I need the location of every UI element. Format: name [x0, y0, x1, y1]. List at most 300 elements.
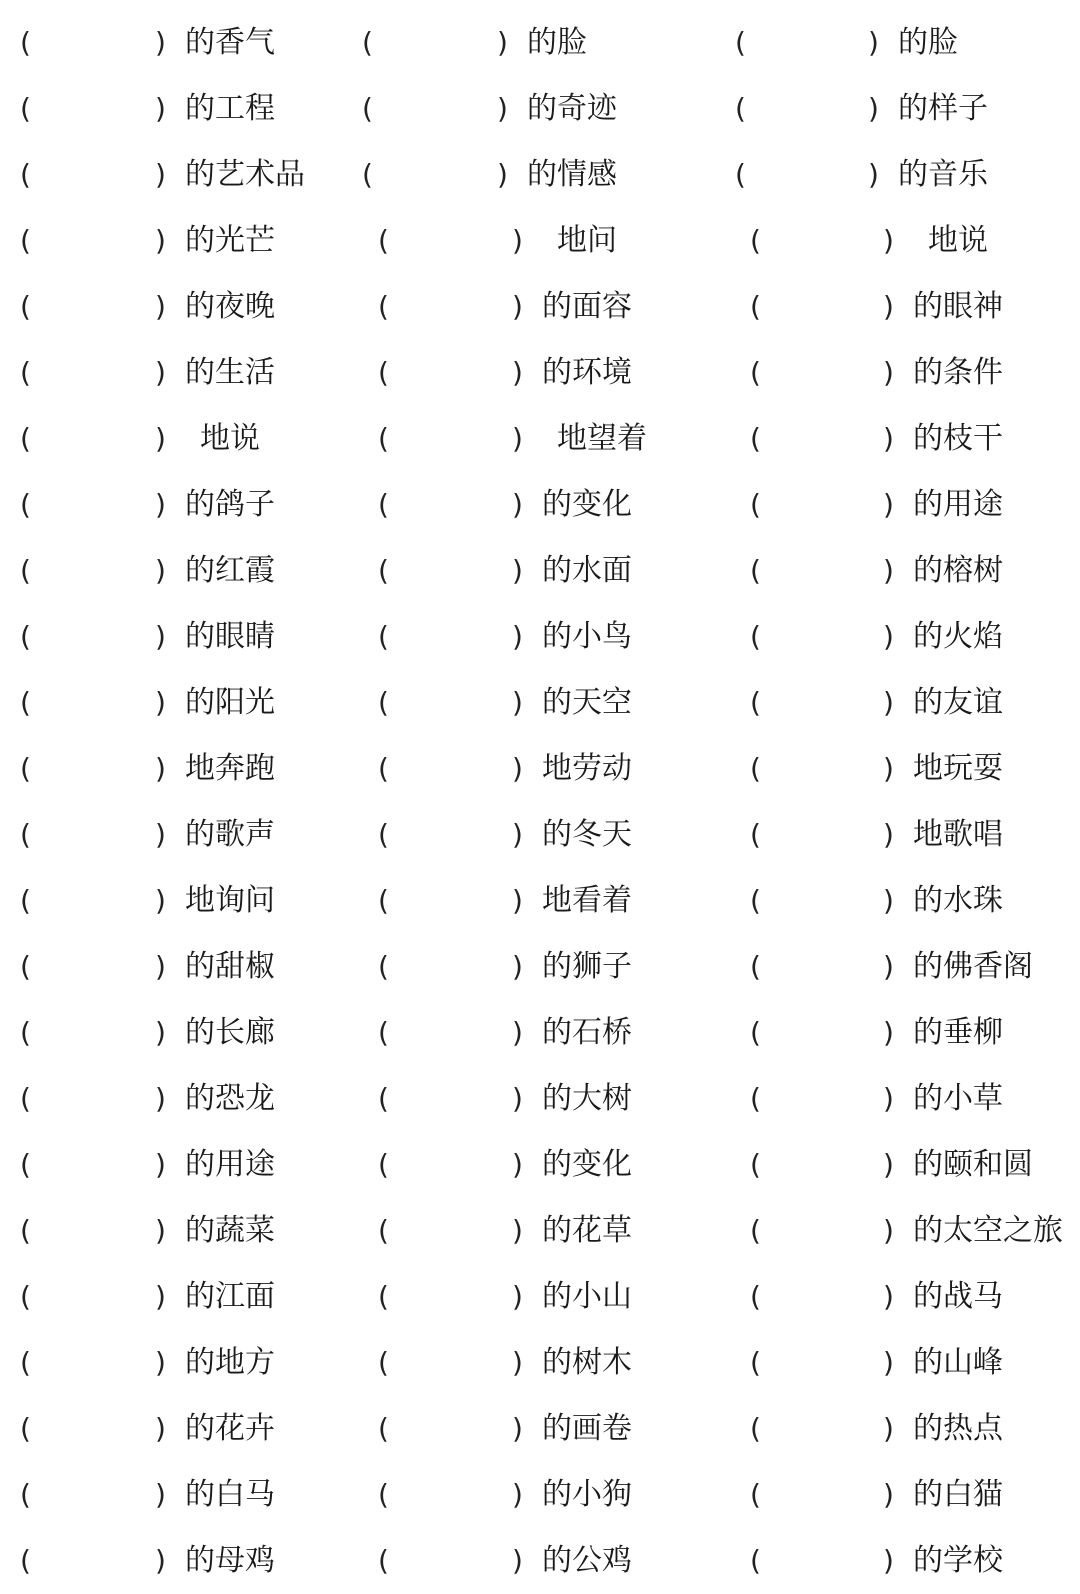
phrase-word: 的水面	[542, 553, 632, 588]
answer-blank[interactable]	[392, 604, 508, 670]
answer-blank[interactable]	[764, 1132, 879, 1198]
answer-blank[interactable]	[34, 10, 151, 76]
open-bracket: (	[20, 92, 31, 125]
open-bracket: (	[378, 1082, 389, 1115]
phrase-word: 的山峰	[913, 1345, 1003, 1380]
phrase-word: 的白马	[185, 1477, 275, 1512]
worksheet-row	[0, 736, 1080, 802]
close-bracket: )	[883, 1082, 894, 1115]
open-bracket: (	[750, 1016, 761, 1049]
open-bracket: (	[20, 752, 31, 785]
close-bracket: )	[497, 92, 508, 125]
answer-blank[interactable]	[749, 142, 864, 208]
close-bracket: )	[155, 884, 166, 917]
close-bracket: )	[512, 224, 523, 257]
close-bracket: )	[512, 1346, 523, 1379]
close-bracket: )	[883, 1016, 894, 1049]
open-bracket: (	[750, 290, 761, 323]
close-bracket: )	[512, 290, 523, 323]
phrase-word: 地看着	[542, 883, 632, 918]
answer-blank[interactable]	[34, 142, 151, 208]
phrase-word: 的甜椒	[185, 949, 275, 984]
phrase-word: 的小狗	[542, 1477, 632, 1512]
answer-blank[interactable]	[764, 1000, 879, 1066]
open-bracket: (	[750, 488, 761, 521]
open-bracket: (	[378, 1412, 389, 1445]
open-bracket: (	[20, 224, 31, 257]
phrase-word: 的战马	[913, 1279, 1003, 1314]
open-bracket: (	[378, 752, 389, 785]
answer-blank[interactable]	[764, 604, 879, 670]
close-bracket: )	[868, 92, 879, 125]
phrase-word: 的工程	[185, 91, 275, 126]
answer-blank[interactable]	[764, 1528, 879, 1594]
answer-blank[interactable]	[392, 1198, 508, 1264]
phrase-word: 的树木	[542, 1345, 632, 1380]
phrase-word: 的小山	[542, 1279, 632, 1314]
phrase-word: 的火焰	[913, 619, 1003, 654]
open-bracket: (	[20, 1082, 31, 1115]
phrase-word: 的大树	[542, 1081, 632, 1116]
answer-blank[interactable]	[392, 472, 508, 538]
open-bracket: (	[750, 884, 761, 917]
answer-blank[interactable]	[764, 472, 879, 538]
answer-blank[interactable]	[749, 10, 864, 76]
open-bracket: (	[750, 1544, 761, 1577]
answer-blank[interactable]	[34, 340, 151, 406]
close-bracket: )	[883, 884, 894, 917]
worksheet-row	[0, 406, 1080, 472]
answer-blank[interactable]	[392, 208, 508, 274]
phrase-word: 地劳动	[542, 751, 632, 786]
close-bracket: )	[512, 1412, 523, 1445]
open-bracket: (	[750, 1082, 761, 1115]
worksheet-row	[0, 670, 1080, 736]
open-bracket: (	[750, 686, 761, 719]
worksheet-row	[0, 472, 1080, 538]
phrase-word: 的样子	[898, 91, 988, 126]
open-bracket: (	[735, 26, 746, 59]
answer-blank[interactable]	[34, 736, 151, 802]
answer-blank[interactable]	[34, 1528, 151, 1594]
open-bracket: (	[750, 950, 761, 983]
phrase-word: 的生活	[185, 355, 275, 390]
answer-blank[interactable]	[34, 604, 151, 670]
open-bracket: (	[20, 356, 31, 389]
phrase-word: 地玩耍	[913, 751, 1003, 786]
worksheet-row	[0, 538, 1080, 604]
close-bracket: )	[512, 356, 523, 389]
answer-blank[interactable]	[34, 1198, 151, 1264]
answer-blank[interactable]	[34, 1000, 151, 1066]
answer-blank[interactable]	[392, 868, 508, 934]
open-bracket: (	[378, 290, 389, 323]
close-bracket: )	[155, 1346, 166, 1379]
answer-blank[interactable]	[764, 1066, 879, 1132]
phrase-word: 的环境	[542, 355, 632, 390]
phrase-word: 的面容	[542, 289, 632, 324]
close-bracket: )	[155, 620, 166, 653]
phrase-word: 地歌唱	[913, 817, 1003, 852]
phrase-word: 的用途	[913, 487, 1003, 522]
close-bracket: )	[512, 488, 523, 521]
close-bracket: )	[155, 422, 166, 455]
phrase-word: 的香气	[185, 25, 275, 60]
worksheet-row	[0, 604, 1080, 670]
close-bracket: )	[883, 224, 894, 257]
close-bracket: )	[883, 422, 894, 455]
open-bracket: (	[378, 356, 389, 389]
phrase-word: 的太空之旅	[913, 1213, 1063, 1248]
answer-blank[interactable]	[764, 934, 879, 1000]
open-bracket: (	[20, 884, 31, 917]
open-bracket: (	[750, 554, 761, 587]
close-bracket: )	[155, 686, 166, 719]
phrase-word: 的画卷	[542, 1411, 632, 1446]
open-bracket: (	[378, 1544, 389, 1577]
open-bracket: (	[750, 1280, 761, 1313]
phrase-word: 的热点	[913, 1411, 1003, 1446]
close-bracket: )	[155, 752, 166, 785]
phrase-word: 的母鸡	[185, 1543, 275, 1578]
answer-blank[interactable]	[392, 1330, 508, 1396]
open-bracket: (	[362, 158, 373, 191]
phrase-word: 的石桥	[542, 1015, 632, 1050]
worksheet-row	[0, 1066, 1080, 1132]
worksheet-row	[0, 1462, 1080, 1528]
close-bracket: )	[512, 620, 523, 653]
close-bracket: )	[883, 818, 894, 851]
answer-blank[interactable]	[392, 1066, 508, 1132]
answer-blank[interactable]	[392, 1132, 508, 1198]
answer-blank[interactable]	[392, 406, 508, 472]
answer-blank[interactable]	[34, 1066, 151, 1132]
phrase-word: 的艺术品	[185, 157, 305, 192]
close-bracket: )	[155, 1280, 166, 1313]
answer-blank[interactable]	[34, 1264, 151, 1330]
worksheet-row	[0, 208, 1080, 274]
answer-blank[interactable]	[392, 340, 508, 406]
open-bracket: (	[750, 1346, 761, 1379]
open-bracket: (	[20, 488, 31, 521]
open-bracket: (	[362, 92, 373, 125]
answer-blank[interactable]	[764, 406, 879, 472]
phrase-word: 的长廊	[185, 1015, 275, 1050]
open-bracket: (	[750, 1478, 761, 1511]
phrase-word: 的脸	[898, 25, 958, 60]
phrase-word: 的红霞	[185, 553, 275, 588]
open-bracket: (	[378, 1016, 389, 1049]
open-bracket: (	[378, 1478, 389, 1511]
close-bracket: )	[155, 1148, 166, 1181]
close-bracket: )	[883, 356, 894, 389]
answer-blank[interactable]	[764, 670, 879, 736]
phrase-word: 的光芒	[185, 223, 275, 258]
open-bracket: (	[378, 818, 389, 851]
answer-blank[interactable]	[34, 1132, 151, 1198]
phrase-word: 地说	[928, 223, 988, 258]
close-bracket: )	[155, 1478, 166, 1511]
phrase-word: 的榕树	[913, 553, 1003, 588]
phrase-word: 的条件	[913, 355, 1003, 390]
answer-blank[interactable]	[764, 1264, 879, 1330]
worksheet-row	[0, 1396, 1080, 1462]
open-bracket: (	[750, 224, 761, 257]
close-bracket: )	[883, 620, 894, 653]
answer-blank[interactable]	[749, 76, 864, 142]
open-bracket: (	[20, 1346, 31, 1379]
close-bracket: )	[155, 26, 166, 59]
phrase-word: 地说	[200, 421, 260, 456]
worksheet-row	[0, 76, 1080, 142]
phrase-word: 的垂柳	[913, 1015, 1003, 1050]
answer-blank[interactable]	[764, 1396, 879, 1462]
phrase-word: 的狮子	[542, 949, 632, 984]
answer-blank[interactable]	[376, 142, 493, 208]
open-bracket: (	[20, 26, 31, 59]
close-bracket: )	[868, 158, 879, 191]
close-bracket: )	[512, 686, 523, 719]
phrase-word: 的友谊	[913, 685, 1003, 720]
answer-blank[interactable]	[392, 1264, 508, 1330]
phrase-word: 的白猫	[913, 1477, 1003, 1512]
phrase-word: 的脸	[527, 25, 587, 60]
phrase-word: 地奔跑	[185, 751, 275, 786]
phrase-word: 的音乐	[898, 157, 988, 192]
close-bracket: )	[512, 818, 523, 851]
phrase-word: 的鸽子	[185, 487, 275, 522]
open-bracket: (	[378, 554, 389, 587]
open-bracket: (	[20, 818, 31, 851]
answer-blank[interactable]	[764, 208, 879, 274]
worksheet-row	[0, 1198, 1080, 1264]
close-bracket: )	[155, 818, 166, 851]
close-bracket: )	[155, 92, 166, 125]
phrase-word: 的颐和圆	[913, 1147, 1033, 1182]
phrase-word: 地问	[557, 223, 617, 258]
answer-blank[interactable]	[376, 76, 493, 142]
worksheet-row	[0, 1000, 1080, 1066]
close-bracket: )	[155, 488, 166, 521]
phrase-word: 的蔬菜	[185, 1213, 275, 1248]
close-bracket: )	[155, 950, 166, 983]
close-bracket: )	[512, 1016, 523, 1049]
worksheet-row	[0, 934, 1080, 1000]
answer-blank[interactable]	[34, 802, 151, 868]
open-bracket: (	[378, 620, 389, 653]
open-bracket: (	[20, 620, 31, 653]
open-bracket: (	[20, 290, 31, 323]
answer-blank[interactable]	[764, 802, 879, 868]
close-bracket: )	[497, 158, 508, 191]
answer-blank[interactable]	[34, 538, 151, 604]
phrase-word: 的公鸡	[542, 1543, 632, 1578]
open-bracket: (	[735, 92, 746, 125]
open-bracket: (	[378, 1346, 389, 1379]
answer-blank[interactable]	[34, 670, 151, 736]
close-bracket: )	[512, 1544, 523, 1577]
open-bracket: (	[20, 1214, 31, 1247]
close-bracket: )	[155, 1544, 166, 1577]
phrase-word: 的小草	[913, 1081, 1003, 1116]
open-bracket: (	[378, 488, 389, 521]
answer-blank[interactable]	[764, 1330, 879, 1396]
close-bracket: )	[883, 488, 894, 521]
phrase-word: 的学校	[913, 1543, 1003, 1578]
close-bracket: )	[155, 290, 166, 323]
answer-blank[interactable]	[392, 934, 508, 1000]
answer-blank[interactable]	[392, 670, 508, 736]
answer-blank[interactable]	[392, 274, 508, 340]
close-bracket: )	[868, 26, 879, 59]
close-bracket: )	[883, 290, 894, 323]
open-bracket: (	[735, 158, 746, 191]
phrase-word: 的奇迹	[527, 91, 617, 126]
answer-blank[interactable]	[34, 868, 151, 934]
phrase-word: 的歌声	[185, 817, 275, 852]
answer-blank[interactable]	[392, 1462, 508, 1528]
phrase-word: 的佛香阁	[913, 949, 1033, 984]
open-bracket: (	[378, 1214, 389, 1247]
close-bracket: )	[512, 950, 523, 983]
answer-blank[interactable]	[392, 538, 508, 604]
close-bracket: )	[512, 422, 523, 455]
answer-blank[interactable]	[34, 472, 151, 538]
close-bracket: )	[512, 1478, 523, 1511]
phrase-word: 的变化	[542, 1147, 632, 1182]
close-bracket: )	[512, 1214, 523, 1247]
open-bracket: (	[378, 950, 389, 983]
open-bracket: (	[378, 1280, 389, 1313]
close-bracket: )	[155, 158, 166, 191]
open-bracket: (	[378, 422, 389, 455]
close-bracket: )	[883, 1346, 894, 1379]
open-bracket: (	[20, 950, 31, 983]
open-bracket: (	[20, 422, 31, 455]
worksheet-row	[0, 274, 1080, 340]
phrase-word: 的花草	[542, 1213, 632, 1248]
open-bracket: (	[750, 356, 761, 389]
open-bracket: (	[20, 1478, 31, 1511]
phrase-word: 地询问	[185, 883, 275, 918]
answer-blank[interactable]	[34, 1330, 151, 1396]
answer-blank[interactable]	[392, 802, 508, 868]
close-bracket: )	[512, 1280, 523, 1313]
answer-blank[interactable]	[34, 208, 151, 274]
answer-blank[interactable]	[34, 76, 151, 142]
open-bracket: (	[20, 1280, 31, 1313]
answer-blank[interactable]	[34, 274, 151, 340]
phrase-word: 的眼神	[913, 289, 1003, 324]
worksheet-row	[0, 1264, 1080, 1330]
close-bracket: )	[883, 1544, 894, 1577]
open-bracket: (	[378, 1148, 389, 1181]
open-bracket: (	[750, 752, 761, 785]
answer-blank[interactable]	[34, 406, 151, 472]
open-bracket: (	[750, 818, 761, 851]
close-bracket: )	[155, 224, 166, 257]
close-bracket: )	[883, 1214, 894, 1247]
open-bracket: (	[750, 422, 761, 455]
close-bracket: )	[155, 554, 166, 587]
phrase-word: 的花卉	[185, 1411, 275, 1446]
worksheet-row	[0, 1528, 1080, 1594]
answer-blank[interactable]	[764, 1198, 879, 1264]
phrase-word: 的天空	[542, 685, 632, 720]
open-bracket: (	[20, 1412, 31, 1445]
close-bracket: )	[883, 686, 894, 719]
answer-blank[interactable]	[34, 934, 151, 1000]
close-bracket: )	[883, 950, 894, 983]
worksheet-row	[0, 1132, 1080, 1198]
close-bracket: )	[883, 1412, 894, 1445]
phrase-word: 的变化	[542, 487, 632, 522]
close-bracket: )	[512, 1148, 523, 1181]
answer-blank[interactable]	[34, 1462, 151, 1528]
answer-blank[interactable]	[764, 538, 879, 604]
close-bracket: )	[512, 884, 523, 917]
worksheet-row	[0, 868, 1080, 934]
phrase-word: 的阳光	[185, 685, 275, 720]
phrase-word: 的水珠	[913, 883, 1003, 918]
answer-blank[interactable]	[764, 1462, 879, 1528]
open-bracket: (	[378, 686, 389, 719]
worksheet-row	[0, 802, 1080, 868]
phrase-word: 的眼睛	[185, 619, 275, 654]
answer-blank[interactable]	[392, 1396, 508, 1462]
close-bracket: )	[512, 752, 523, 785]
open-bracket: (	[20, 158, 31, 191]
answer-blank[interactable]	[764, 274, 879, 340]
phrase-word: 的恐龙	[185, 1081, 275, 1116]
answer-blank[interactable]	[392, 736, 508, 802]
close-bracket: )	[155, 1214, 166, 1247]
close-bracket: )	[512, 554, 523, 587]
open-bracket: (	[20, 686, 31, 719]
phrase-word: 的小鸟	[542, 619, 632, 654]
answer-blank[interactable]	[764, 736, 879, 802]
worksheet-row	[0, 1330, 1080, 1396]
phrase-word: 的冬天	[542, 817, 632, 852]
open-bracket: (	[750, 620, 761, 653]
close-bracket: )	[883, 1478, 894, 1511]
open-bracket: (	[20, 1148, 31, 1181]
answer-blank[interactable]	[392, 1528, 508, 1594]
worksheet-row	[0, 340, 1080, 406]
close-bracket: )	[155, 356, 166, 389]
open-bracket: (	[378, 884, 389, 917]
close-bracket: )	[883, 1280, 894, 1313]
open-bracket: (	[362, 26, 373, 59]
phrase-word: 的夜晚	[185, 289, 275, 324]
open-bracket: (	[750, 1214, 761, 1247]
worksheet-row	[0, 10, 1080, 76]
answer-blank[interactable]	[392, 1000, 508, 1066]
open-bracket: (	[750, 1148, 761, 1181]
answer-blank[interactable]	[34, 1396, 151, 1462]
close-bracket: )	[155, 1082, 166, 1115]
phrase-word: 的枝干	[913, 421, 1003, 456]
answer-blank[interactable]	[764, 868, 879, 934]
answer-blank[interactable]	[376, 10, 493, 76]
answer-blank[interactable]	[764, 340, 879, 406]
close-bracket: )	[883, 752, 894, 785]
worksheet-row	[0, 142, 1080, 208]
close-bracket: )	[883, 1148, 894, 1181]
close-bracket: )	[883, 554, 894, 587]
phrase-word: 的地方	[185, 1345, 275, 1380]
close-bracket: )	[497, 26, 508, 59]
